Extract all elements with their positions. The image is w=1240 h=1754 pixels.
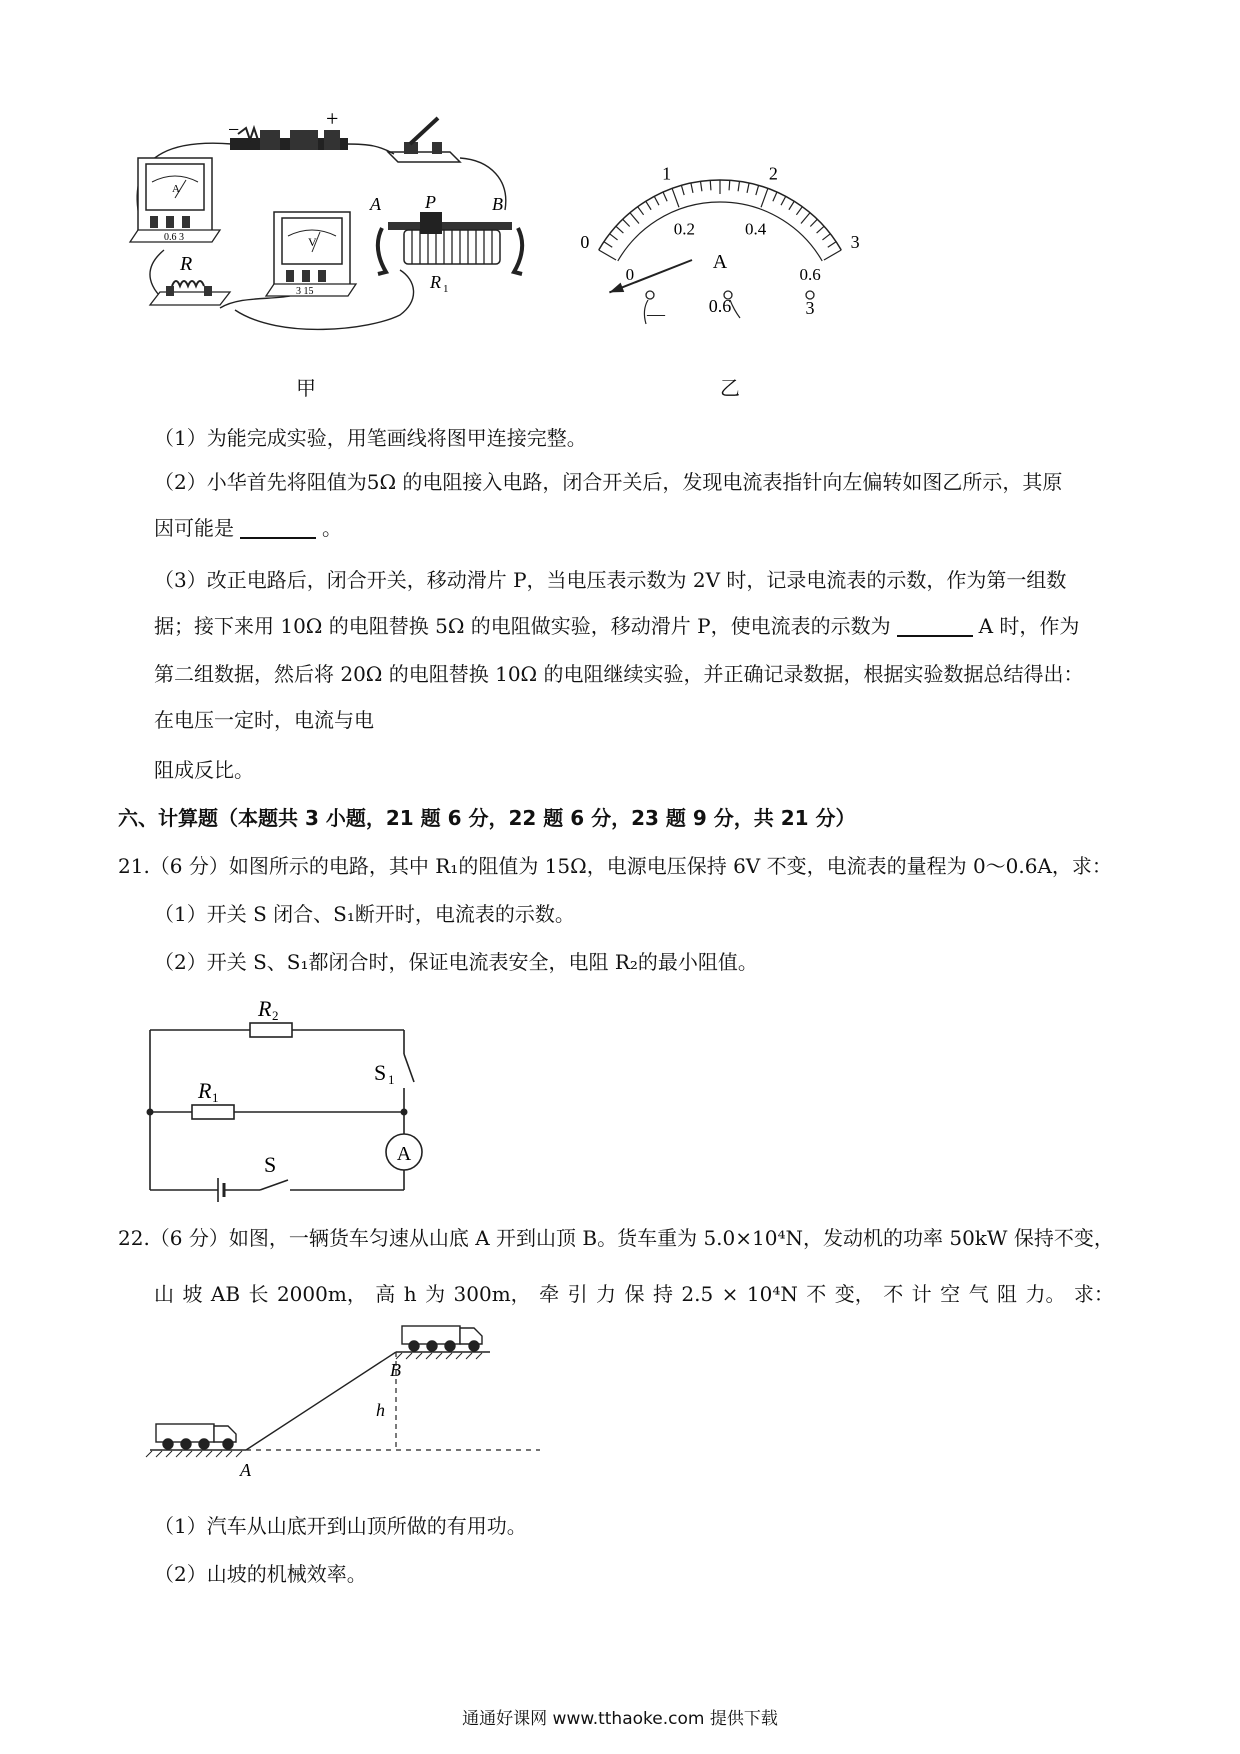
q22-stem-line2 <box>154 1280 1114 1308</box>
q22-stem-word: 高 <box>375 1282 396 1306</box>
rheostat-label-R1: R <box>430 272 441 292</box>
dial-tick <box>710 180 711 190</box>
label-R: R <box>180 253 193 275</box>
rheostat-label-B: B <box>492 194 503 214</box>
q20-part2-end: 。 <box>322 516 342 540</box>
dial-tick <box>761 188 768 207</box>
truck-at-B <box>402 1326 482 1351</box>
q21-part2: （2）开关 S、S₁都闭合时，保证电流表安全，电阻 R₂的最小阻值。 <box>154 950 758 974</box>
q22-stem-word: 求： <box>1073 1282 1114 1306</box>
answer-blank-1[interactable] <box>240 517 316 539</box>
dial-terminal-neg: — <box>647 304 665 324</box>
q21-label-S1-sub: 1 <box>388 1072 395 1087</box>
dial-tick <box>604 242 612 248</box>
dial-tick <box>623 219 630 226</box>
q22-stem-word: 变， <box>834 1282 875 1306</box>
caption-jia: 甲 <box>296 376 316 400</box>
dial-needle-tip <box>609 283 624 293</box>
q22-stem-word: 持 <box>652 1282 673 1306</box>
q22-stem-word: 计 <box>911 1282 932 1306</box>
q22-slope-diagram <box>140 1320 560 1500</box>
ammeter-device <box>130 158 220 242</box>
dial-tick <box>646 201 651 209</box>
dial-terminal-0-6: 0.6 <box>708 296 732 316</box>
fixed-resistor-R <box>150 281 230 305</box>
q22-stem-word: 不 <box>806 1282 827 1306</box>
q22-stem-word: 引 <box>567 1282 588 1306</box>
dial-tick <box>796 207 802 215</box>
dial-tick <box>630 213 639 224</box>
q22-part2: （2）山坡的机械效率。 <box>154 1562 367 1586</box>
dial-tick <box>681 185 684 195</box>
q20-part3-line1: （3）改正电路后，闭合开关，移动滑片 P，当电压表示数为 2V 时，记录电流表的示数，作为第一组数 <box>154 568 1067 592</box>
q22-stem-word: 气 <box>968 1282 989 1306</box>
q21-label-R1-sub: 1 <box>212 1090 219 1105</box>
q20-part3-line2 <box>154 612 1079 640</box>
dial-bottom-scale-label: 0.2 <box>673 219 696 239</box>
voltmeter-device <box>266 212 356 296</box>
q22-stem-word: AB <box>210 1282 241 1306</box>
dial-tick <box>828 242 836 248</box>
dial-tick <box>824 250 841 260</box>
battery <box>230 128 348 150</box>
voltmeter-letter: V <box>308 235 317 249</box>
ammeter-letter: A <box>172 183 180 195</box>
section-6-heading: 六、计算题（本题共 3 小题，21 题 6 分，22 题 6 分，23 题 9 分，共 21 分） <box>118 806 856 830</box>
dial-tick <box>747 183 749 193</box>
q20-part1: （1）为能完成实验，用笔画线将图甲连接完整。 <box>154 426 587 450</box>
q22-stem-word: 长 <box>248 1282 269 1306</box>
q22-stem-word: 力 <box>596 1282 617 1306</box>
q22-stem-word: 力。 <box>1025 1282 1066 1306</box>
q21-circuit-diagram <box>140 990 440 1210</box>
dial-tick <box>672 188 679 207</box>
q22-stem-word: 山 <box>154 1282 174 1306</box>
dial-top-scale-label: 0 <box>580 232 590 252</box>
switch <box>388 118 460 162</box>
dial-bottom-scale-label: 0.4 <box>744 219 767 239</box>
answer-blank-2[interactable] <box>897 615 973 637</box>
q22-stem-word: 牵 <box>539 1282 560 1306</box>
rheostat-label-A: A <box>370 194 381 214</box>
q21-label-R2-sub: 2 <box>272 1008 279 1023</box>
q22-stem-word: 10⁴N <box>746 1282 798 1306</box>
ammeter-dial-figure-yi <box>560 120 900 340</box>
q22-stem-word: 300m， <box>453 1282 531 1306</box>
caption-yi: 乙 <box>720 376 740 400</box>
q21-label-S: S <box>264 1152 277 1177</box>
q20-part2-line1: （2）小华首先将阻值为5Ω 的电阻接入电路，闭合开关后，发现电流表指针向左偏转如图乙所示，其原 <box>154 470 1063 494</box>
rheostat-R1 <box>378 212 522 274</box>
voltmeter-terminal-labels: 3 15 <box>296 286 314 297</box>
circuit-figure-jia <box>120 100 580 360</box>
q21-part1: （1）开关 S 闭合、S₁断开时，电流表的示数。 <box>154 902 575 926</box>
q21-label-R1: R <box>198 1078 212 1103</box>
dial-bottom-scale-label: 0 <box>625 265 635 284</box>
dial-tick <box>810 219 817 226</box>
q21-label-S1: S <box>374 1060 387 1085</box>
dial-tick <box>691 183 693 193</box>
q22-part1: （1）汽车从山底开到山顶所做的有用功。 <box>154 1514 527 1538</box>
q20-part3-line4: 在电压一定时，电流与电 <box>154 708 374 732</box>
dial-tick <box>663 192 667 201</box>
dial-tick <box>654 196 659 205</box>
q20-part3-text-a: 据；接下来用 10Ω 的电阻替换 5Ω 的电阻做实验，移动滑片 P，使电流表的示数为 <box>154 614 891 638</box>
q22-stem-word: 2.5 <box>681 1282 714 1306</box>
q22-stem-word: 保 <box>624 1282 645 1306</box>
dial-tick <box>789 201 794 209</box>
dial-tick <box>756 185 759 195</box>
dial-tick <box>738 181 739 191</box>
dial-tick <box>729 180 730 190</box>
q21-ammeter-letter: A <box>396 1143 412 1165</box>
dial-tick <box>801 213 810 224</box>
rheostat-label-P: P <box>425 192 436 212</box>
battery-plus-label: + <box>326 106 339 131</box>
q22-stem-word: 2000m， <box>276 1282 367 1306</box>
dial-tick <box>599 250 616 260</box>
q22-stem-word: 坡 <box>182 1282 203 1306</box>
dial-tick <box>817 226 824 233</box>
dial-tick <box>638 207 644 215</box>
q22-stem-word: 空 <box>940 1282 961 1306</box>
q22-stem-line1: 22.（6 分）如图，一辆货车匀速从山底 A 开到山顶 B。货车重为 5.0×10⁴N，发动机的功率 50kW 保持不变， <box>118 1226 1114 1250</box>
q20-part2-line2 <box>154 514 342 542</box>
ammeter-terminal-labels: 0.6 3 <box>164 232 184 243</box>
rheostat-label-R1-sub: 1 <box>443 283 449 295</box>
q21-label-R2: R <box>258 996 272 1021</box>
dial-top-scale-label: 3 <box>850 232 860 252</box>
q22-stem-word: h <box>403 1282 417 1306</box>
dial-top-scale-label: 1 <box>662 163 672 184</box>
q22-stem-word: × <box>721 1282 739 1306</box>
dial-tick <box>610 234 618 240</box>
dial-tick <box>773 192 777 201</box>
q20-part3-line5: 阻成反比。 <box>154 758 254 782</box>
q22-stem-word: 不 <box>883 1282 904 1306</box>
q22-stem-word: 阻 <box>997 1282 1018 1306</box>
dial-ticks <box>599 180 841 260</box>
q21-stem: 21.（6 分）如图所示的电路，其中 R₁的阻值为 15Ω，电源电压保持 6V 不变，电流表的量程为 0～0.6A，求： <box>118 854 1112 878</box>
dial-tick <box>822 234 830 240</box>
dial-bottom-scale-label: 0.6 <box>799 265 821 284</box>
page-footer: 通通好课网 www.tthaoke.com 提供下载 <box>462 1709 778 1729</box>
dial-terminal-3: 3 <box>805 298 815 318</box>
dial-top-scale-label: 2 <box>768 163 778 184</box>
q22-label-B: B <box>390 1360 401 1380</box>
battery-minus-label: − <box>228 119 240 141</box>
dial-letter: A <box>712 251 728 273</box>
q22-stem-word: 为 <box>425 1282 446 1306</box>
q22-label-h: h <box>376 1400 385 1420</box>
q20-part3-line3: 第二组数据，然后将 20Ω 的电阻替换 10Ω 的电阻继续实验，并正确记录数据，根据实验数据总结得出： <box>154 662 1084 686</box>
q22-label-A: A <box>240 1460 251 1480</box>
dial-tick <box>616 226 623 233</box>
dial-tick <box>781 196 786 205</box>
truck-at-A <box>156 1424 236 1449</box>
dial-tick <box>701 181 702 191</box>
q20-part2-text: 因可能是 <box>154 516 234 540</box>
q20-part3-text-b: A 时，作为 <box>978 614 1080 638</box>
